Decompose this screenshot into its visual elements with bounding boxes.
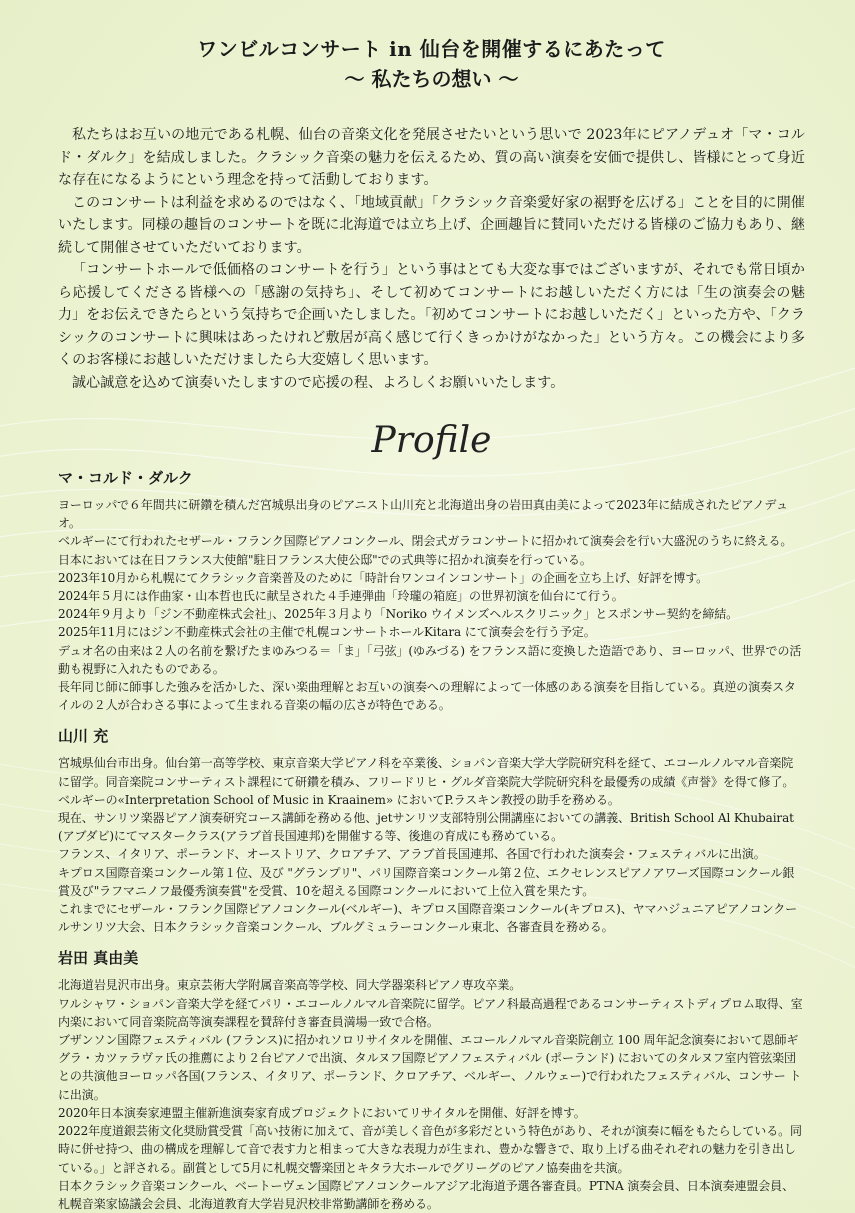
profile-section-yamakawa — [58, 726, 805, 936]
bio-line: 2020年日本演奏家連盟主催新進演奏家育成プロジェクトにおいてリサイタルを開催、好評を博す。 — [58, 1105, 586, 1120]
bio-line: 長年同じ師に師事した強みを活かした、深い楽曲理解とお互いの演奏への理解によって一体感のある演奏を目指している。真逆の演奏スタイルの２人が合わさる事によって生まれる音楽の幅の広さが特色である。 — [58, 680, 796, 713]
bio-line: 2025年11月にはジン不動産株式会社の主催で札幌コンサートホールKitara にて演奏会を行う予定。 — [58, 625, 596, 640]
page-title: ワンビルコンサート in 仙台を開催するにあたって — [197, 37, 666, 61]
intro-section — [58, 124, 805, 394]
bio-line: 2023年10月から札幌にてクラシック音楽普及のために「時計台ワンコインコンサート」の企画を立ち上げ、好評を博す。 — [58, 570, 709, 585]
bio-line: 日本クラシック音楽コンクール、ベートーヴェン国際ピアノコンクールアジア北海道予選各審査員。PTNA 演奏会員、日本演奏連盟会員、札幌音楽家協議会会員、北海道教育大学岩見沢校非常勤講師を務める。 — [58, 1178, 794, 1211]
intro-paragraph: 私たちはお互いの地元である札幌、仙台の音楽文化を発展させたいという思いで 2023年にピアノデュオ「マ・コルド・ダルク」を結成しました。クラシック音楽の魅力を伝えるため、質の高い演奏を安価で提供し、皆様にとって身近な存在になるようにという理念を持って活動しております。 — [58, 127, 805, 188]
profile-heading: Profile — [371, 420, 492, 461]
intro-paragraph: 誠心誠意を込めて演奏いたしますので応援の程、よろしくお願いいたします。 — [72, 374, 565, 391]
profile-section-iwata — [58, 948, 805, 1213]
page-subtitle: ～ 私たちの想い ～ — [344, 67, 519, 91]
section-name: 山川 充 — [58, 727, 109, 746]
bio-line: 宮城県仙台市出身。仙台第一高等学校、東京音楽大学ピアノ科を卒業後、ショパン音楽大学大学院研究科を経て、エコールノルマル音楽院に留学。同音楽院コンサーティスト課程にて研鑽を積み、フリードリヒ・グルダ音楽院大学院研究科を最優秀の成績《声誉》を得て修了。 — [58, 756, 795, 789]
bio-line: キプロス国際音楽コンクール第１位、及び "グランプリ"、パリ国際音楽コンクール第２位、エクセレンスピアノアワーズ国際コンクール銀賞及び"ラフマニノフ最優秀演奏賞"を受賞、10を超える国際コンクールにおいて上位入賞を果たす。 — [58, 865, 795, 898]
bio-line: フランス、イタリア、ポーランド、オーストリア、クロアチア、アラブ首長国連邦、各国で行われた演奏会・フェスティバルに出演。 — [58, 847, 766, 862]
bio-line: 2022年度道銀芸術文化奨励賞受賞「高い技術に加えて、音が美しく音色が多彩だという特色があり、それが演奏に幅をもたらしている。同時に併せ持つ、曲の構成を理解して音で表す力と相まって大きな表現力が生まれ、豊かな響きで、取り上げる曲それぞれの魅力を引き出している。」と評される。副賞として5月に札幌交響楽団とキタラ大ホールでグリーグのピアノ協奏曲を共演。 — [58, 1124, 802, 1175]
bio-line: ベルギーにて行われたセザール・フランク国際ピアノコンクール、閉会式ガラコンサートに招かれて演奏会を行い大盛況のうちに終える。 — [58, 534, 793, 549]
bio-line: ベルギーの«Interpretation School of Music in Kraainem» においてP.ラスキン教授の助手を務める。 — [58, 792, 620, 807]
bio-line: 現在、サンリツ楽器ピアノ演奏研究コース講師を務める他、jetサンリツ支部特別公開講座においての講義、British School Al Khubairat (アブダビ)にてマスタークラス(アラブ首長国連邦)を開催する等、後進の育成にも務めている。 — [58, 811, 794, 844]
bio-line: 北海道岩見沢市出身。東京芸術大学附属音楽高等学校、同大学器楽科ピアノ専攻卒業。 — [58, 978, 522, 993]
bio-line: 2024年９月より「ジン不動産株式会社」、2025年３月より「Noriko ウイメンズヘルスクリニック」とスポンサー契約を締結。 — [58, 607, 739, 622]
bio-line: 日本においては在日フランス大使館"駐日フランス大使公邸"での式典等に招かれ演奏を行っている。 — [58, 552, 592, 567]
section-name: 岩田 真由美 — [58, 949, 139, 968]
bio-line: 2024年５月には作曲家・山本哲也氏に献呈された４手連弾曲「玲瓏の箱庭」の世界初演を仙台にて行う。 — [58, 589, 624, 604]
profile-section-duo — [58, 468, 805, 714]
intro-paragraph: 「コンサートホールで低価格のコンサートを行う」という事はとても大変な事ではございますが、それでも常日頃から応援してくださる皆様への「感謝の気持ち」、そして初めてコンサートにお越しいただく方には「生の演奏会の魅力」をお伝えできたらという気持ちで企画いたしました。「初めてコンサートにお越しいただく」といった方や、「クラシックのコンサートに興味はあったけれど敷居が高く感じて行くきっかけがなかった」という方々。この機会により多くのお客様にお越しいただけましたら大変嬉しく思います。 — [58, 262, 805, 368]
bio-line: デュオ名の由来は２人の名前を繋げたまゆみつる＝「ま」「弓弦」(ゆみづる) をフランス語に変換した造語であり、ヨーロッパ、世界での活動も視野に入れたものである。 — [58, 643, 802, 676]
bio-line: ヨーロッパで６年間共に研鑽を積んだ宮城県出身のピアニスト山川充と北海道出身の岩田真由美によって2023年に結成されたピアノデュオ。 — [58, 498, 788, 531]
intro-paragraph: このコンサートは利益を求めるのではなく、「地域貢献」「クラシック音楽愛好家の裾野を広げる」ことを目的に開催いたします。同様の趣旨のコンサートを既に北海道では立ち上げ、企画趣旨に賛同いただける皆様のご協力もあり、継続して開催させていただいております。 — [58, 194, 805, 256]
bio-line: これまでにセザール・フランク国際ピアノコンクール(ベルギー)、キプロス国際音楽コンクール(キプロス)、ヤマハジュニアピアノコンクールサンリツ大会、日本クラシック音楽コンクール、ブルグミュラーコンクール東北、各審査員を務める。 — [58, 902, 798, 935]
bio-line: ワルシャワ・ショパン音楽大学を経てパリ・エコールノルマル音楽院に留学。ピアノ科最高過程であるコンサーティストディプロム取得、室内楽において同音楽院高等演奏課程を賛辞付き審査員満場一致で合格。 — [58, 996, 803, 1029]
bio-line: ブザンソン国際フェスティバル (フランス)に招かれソロリサイタルを開催、エコールノルマル音楽院創立 100 周年記念演奏において恩師ギグラ・カツァラヴァ氏の推薦により２台ピアノで出演、タルヌフ国際ピアノフェスティバル (ポーランド) においてのタルヌフ室内管弦楽団との共演他ヨーロッパ各国(フランス、イタリア、ポーランド、クロアチア、ベルギー、ノルウェー)で行われたフェスティバル、コンサー トに出演。 — [58, 1033, 802, 1102]
section-name: マ・コルド・ダルク — [58, 469, 193, 487]
